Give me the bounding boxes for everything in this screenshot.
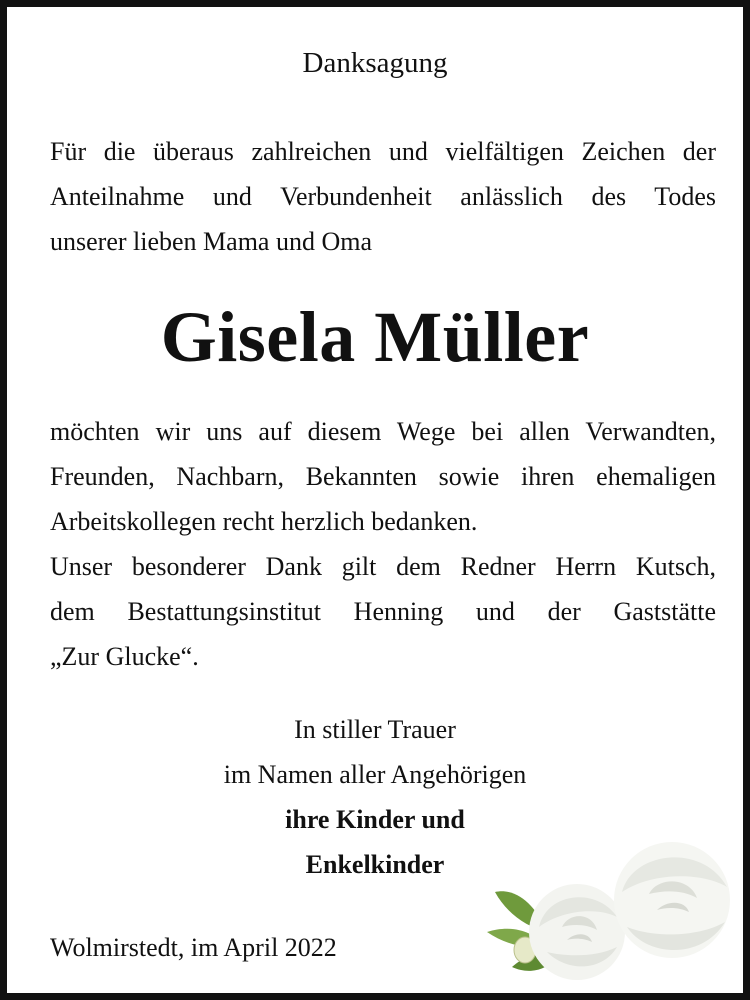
white-roses-icon [477, 832, 750, 1000]
rose-right-icon [614, 842, 730, 958]
thanks-line: „Zur Glucke“. [50, 642, 199, 671]
rose-left-icon [529, 884, 625, 980]
closing-line-relatives: im Namen aller Angehörigen [223, 760, 527, 789]
intro-line: Für die überaus zahlreichen und vielfältigen Zeichen der [50, 137, 716, 166]
thanks-line: Freunden, Nachbarn, Bekannten sowie ihren ehemaligen [50, 462, 716, 491]
thanks-paragraph [50, 409, 716, 679]
thanks-line: möchten wir uns auf diesem Wege bei allen Verwandten, [50, 417, 716, 446]
intro-paragraph [50, 129, 716, 264]
place-date: Wolmirstedt, im April 2022 [50, 933, 337, 962]
heading-title: Danksagung [302, 47, 448, 79]
closing-line-grandchildren: Enkelkinder [305, 850, 445, 879]
thanks-line: Unser besonderer Dank gilt dem Redner Herrn Kutsch, [50, 552, 716, 581]
intro-line: unserer lieben Mama und Oma [50, 227, 373, 256]
closing-line-mourning: In stiller Trauer [294, 715, 456, 744]
deceased-name: Gisela Müller [160, 297, 590, 377]
thanks-line: dem Bestattungsinstitut Henning und der Gaststätte [50, 597, 716, 626]
intro-line: Anteilnahme und Verbundenheit anlässlich des Todes [50, 182, 716, 211]
thanks-line: Arbeitskollegen recht herzlich bedanken. [50, 507, 478, 536]
closing-line-children: ihre Kinder und [285, 805, 465, 834]
